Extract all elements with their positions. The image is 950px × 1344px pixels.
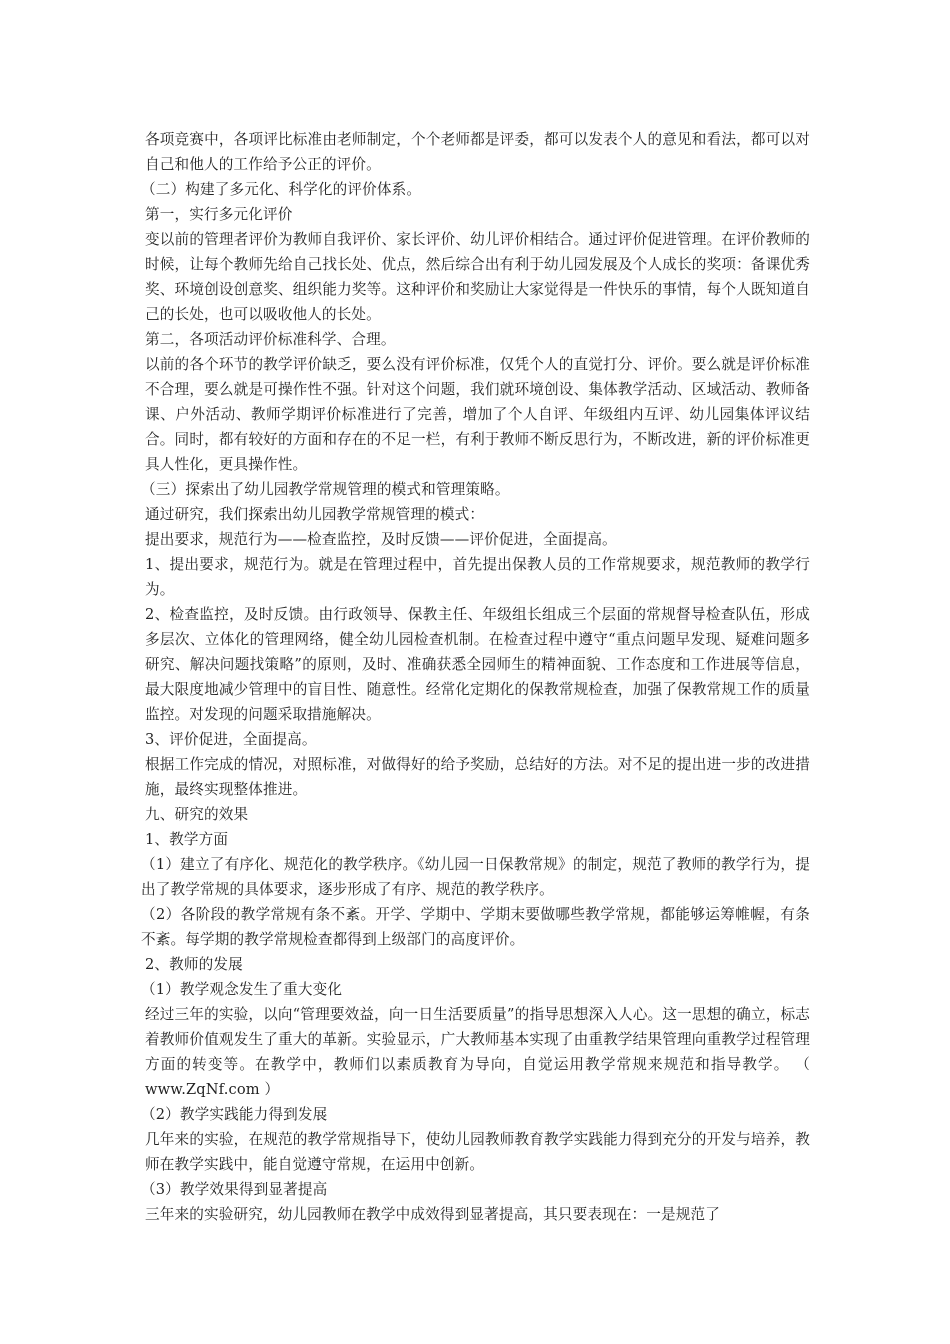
chapter-heading: 九、研究的效果 [145,806,249,823]
subsection-heading: 2、教师的发展 [145,956,243,973]
list-item: （2）各阶段的教学常规有条不紊。开学、学期中、学期末要做哪些教学常规，都能够运筹帷幄，有条不紊。每学期的教学常规检查都得到上级部门的高度评价。 [141,906,810,948]
list-item: （2）教学实践能力得到发展 [141,1106,328,1123]
paragraph: 三年来的实验研究，幼儿园教师在教学中成效得到显著提高，其只要表现在：一是规范了 [145,1206,721,1223]
list-item: 2、检查监控，及时反馈。由行政领导、保教主任、年级组长组成三个层面的常规督导检查队伍，形成多层次、立体化的管理网络，健全幼儿园检查机制。在检查过程中遵守“重点问题早发现、疑难问题多研究、解决问题找策略”的原则，及时、准确获悉全园师生的精神面貌、工作态度和工作进展等信息，最大限度地减少管理中的盲目性、随意性。经常化定期化的保教常规检查，加强了保教常规工作的质量监控。对发现的问题采取措施解决。 [145,606,810,723]
section-heading: （三）探索出了幼儿园教学常规管理的模式和管理策略。 [141,481,510,498]
subsection-heading: 第一，实行多元化评价 [145,206,293,223]
list-item: （1）建立了有序化、规范化的教学秩序。《幼儿园一日保教常规》的制定，规范了教师的教学行为，提出了教学常规的具体要求，逐步形成了有序、规范的教学秩序。 [141,856,810,898]
paragraph: 提出要求，规范行为——检查监控，及时反馈——评价促进，全面提高。 [145,531,617,548]
paragraph: 根据工作完成的情况，对照标准，对做得好的给予奖励，总结好的方法。对不足的提出进一步的改进措施，最终实现整体推进。 [145,756,810,798]
paragraph: 以前的各个环节的教学评价缺乏，要么没有评价标准，仅凭个人的直觉打分、评价。要么就是评价标准不合理，要么就是可操作性不强。针对这个问题，我们就环境创设、集体教学活动、区域活动、教师备课、户外活动、教师学期评价标准进行了完善，增加了个人自评、年级组内互评、幼儿园集体评议结合。同时，都有较好的方面和存在的不足一栏，有利于教师不断反思行为，不断改进，新的评价标准更具人性化，更具操作性。 [145,356,810,473]
paragraph: 各项竞赛中，各项评比标准由老师制定，个个老师都是评委，都可以发表个人的意见和看法，都可以对自己和他人的工作给予公正的评价。 [145,131,810,173]
list-item: 3、评价促进，全面提高。 [145,731,317,748]
list-item: （3）教学效果得到显著提高 [141,1181,328,1198]
paragraph: 变以前的管理者评价为教师自我评价、家长评价、幼儿评价相结合。通过评价促进管理。在评价教师的时候，让每个教师先给自己找长处、优点，然后综合出有利于幼儿园发展及个人成长的奖项：备课优秀奖、环境创设创意奖、组织能力奖等。这种评价和奖励让大家觉得是一件快乐的事情，每个人既知道自己的长处，也可以吸收他人的长处。 [145,231,810,323]
section-heading: （二）构建了多元化、科学化的评价体系。 [141,181,422,198]
list-item: （1）教学观念发生了重大变化 [141,981,343,998]
document-body [141,127,810,1227]
subsection-heading: 1、教学方面 [145,831,229,848]
subsection-heading: 第二，各项活动评价标准科学、合理。 [145,331,396,348]
paragraph: 通过研究，我们探索出幼儿园教学常规管理的模式： [145,506,485,523]
paragraph: 经过三年的实验，以向“管理要效益，向一日生活要质量”的指导思想深入人心。这一思想的确立，标志着教师价值观发生了重大的革新。实验显示，广大教师基本实现了由重教学结果管理向重教学过程管理方面的转变等。在教学中，教师们以素质教育为导向，自觉运用教学常规来规范和指导教学。 （ www.ZqNf.com ） [145,1006,810,1098]
paragraph: 几年来的实验，在规范的教学常规指导下，使幼儿园教师教育教学实践能力得到充分的开发与培养，教师在教学实践中，能自觉遵守常规，在运用中创新。 [145,1131,810,1173]
list-item: 1、提出要求，规范行为。就是在管理过程中，首先提出保教人员的工作常规要求，规范教师的教学行为。 [145,556,810,598]
